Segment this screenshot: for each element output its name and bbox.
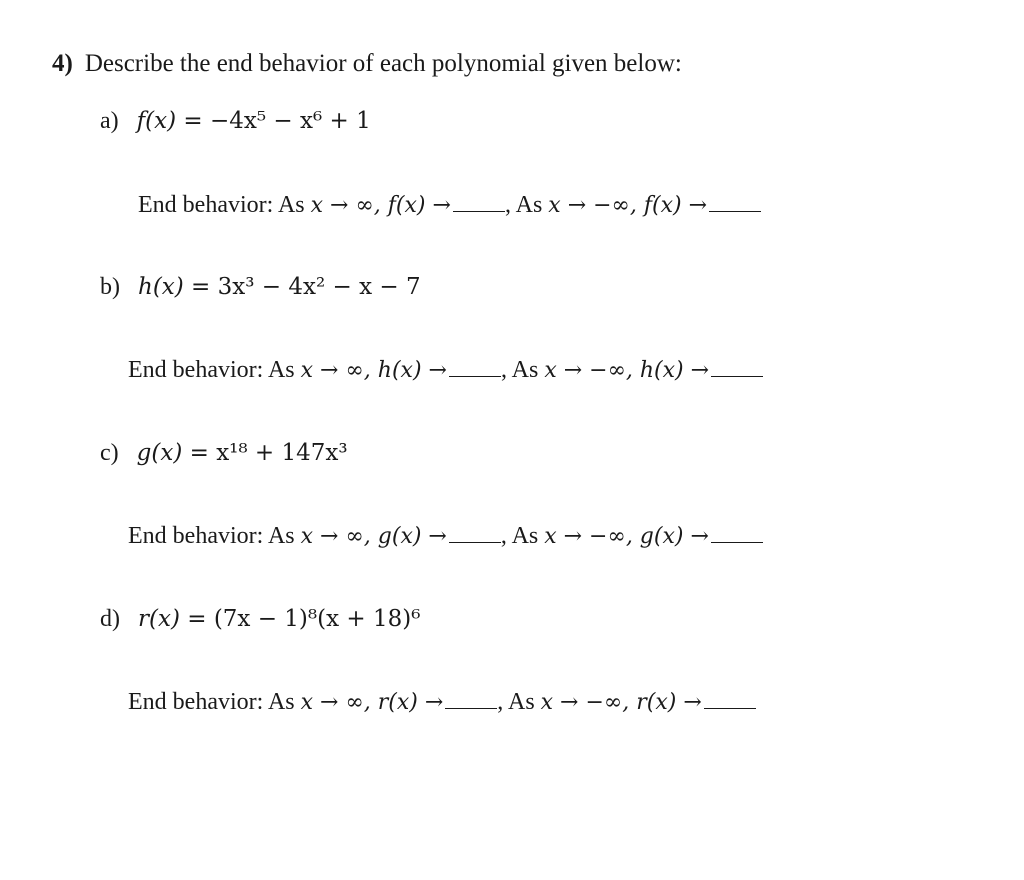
end-prefix: End behavior: As — [128, 689, 295, 715]
part-lhs: h(x) — [138, 274, 184, 300]
question-heading — [52, 50, 682, 78]
answer-blank-right[interactable] — [445, 688, 497, 709]
separator: , — [500, 357, 507, 383]
separator: , — [500, 523, 507, 549]
part-b-end-behavior — [128, 356, 763, 384]
right-limit: x → ∞, g(x) → — [300, 524, 447, 549]
part-expression: (7x − 1)⁸(x + 18)⁶ — [213, 606, 421, 632]
left-prefix: As — [515, 192, 543, 218]
right-limit: x → ∞, h(x) → — [300, 358, 447, 383]
part-b-equation: b) h(x) = 3x³ − 4x² − x − 7 — [100, 274, 421, 300]
part-label: d) — [100, 606, 120, 632]
left-prefix: As — [511, 523, 539, 549]
part-expression: x¹⁸ + 147x³ — [216, 440, 348, 466]
part-label: c) — [100, 440, 119, 466]
part-label: b) — [100, 274, 120, 300]
part-a-equation: a) f(x) = −4x⁵ − x⁶ + 1 — [100, 108, 371, 134]
end-prefix: End behavior: As — [128, 357, 295, 383]
right-limit: x → ∞, f(x) → — [310, 193, 451, 218]
part-expression: −4x⁵ − x⁶ + 1 — [210, 108, 371, 134]
part-d-end-behavior — [128, 688, 756, 716]
left-limit: x → −∞, h(x) → — [544, 358, 710, 383]
separator: , — [497, 689, 504, 715]
part-c-end-behavior — [128, 522, 763, 550]
left-limit: x → −∞, f(x) → — [548, 193, 708, 218]
answer-blank-right[interactable] — [453, 191, 505, 212]
part-a-end-behavior — [138, 191, 761, 219]
left-limit: x → −∞, g(x) → — [544, 524, 709, 549]
part-c-equation: c) g(x) = x¹⁸ + 147x³ — [100, 440, 348, 466]
answer-blank-right[interactable] — [449, 356, 501, 377]
part-expression: 3x³ − 4x² − x − 7 — [217, 274, 421, 300]
end-prefix: End behavior: As — [128, 523, 295, 549]
left-limit: x → −∞, r(x) → — [540, 690, 702, 715]
right-limit: x → ∞, r(x) → — [300, 690, 444, 715]
question-prompt: Describe the end behavior of each polynomial given below: — [84, 50, 682, 77]
left-prefix: As — [507, 689, 535, 715]
part-lhs: f(x) — [136, 108, 177, 134]
end-prefix: End behavior: As — [138, 192, 305, 218]
answer-blank-left[interactable] — [711, 522, 763, 543]
part-lhs: r(x) — [138, 606, 180, 632]
separator: , — [504, 192, 511, 218]
part-lhs: g(x) — [136, 440, 183, 466]
answer-blank-left[interactable] — [711, 356, 763, 377]
part-label: a) — [100, 108, 119, 134]
part-d-equation: d) r(x) = (7x − 1)⁸(x + 18)⁶ — [100, 606, 421, 632]
question-number: 4) — [52, 50, 73, 77]
left-prefix: As — [511, 357, 539, 383]
answer-blank-left[interactable] — [704, 688, 756, 709]
answer-blank-left[interactable] — [709, 191, 761, 212]
answer-blank-right[interactable] — [449, 522, 501, 543]
